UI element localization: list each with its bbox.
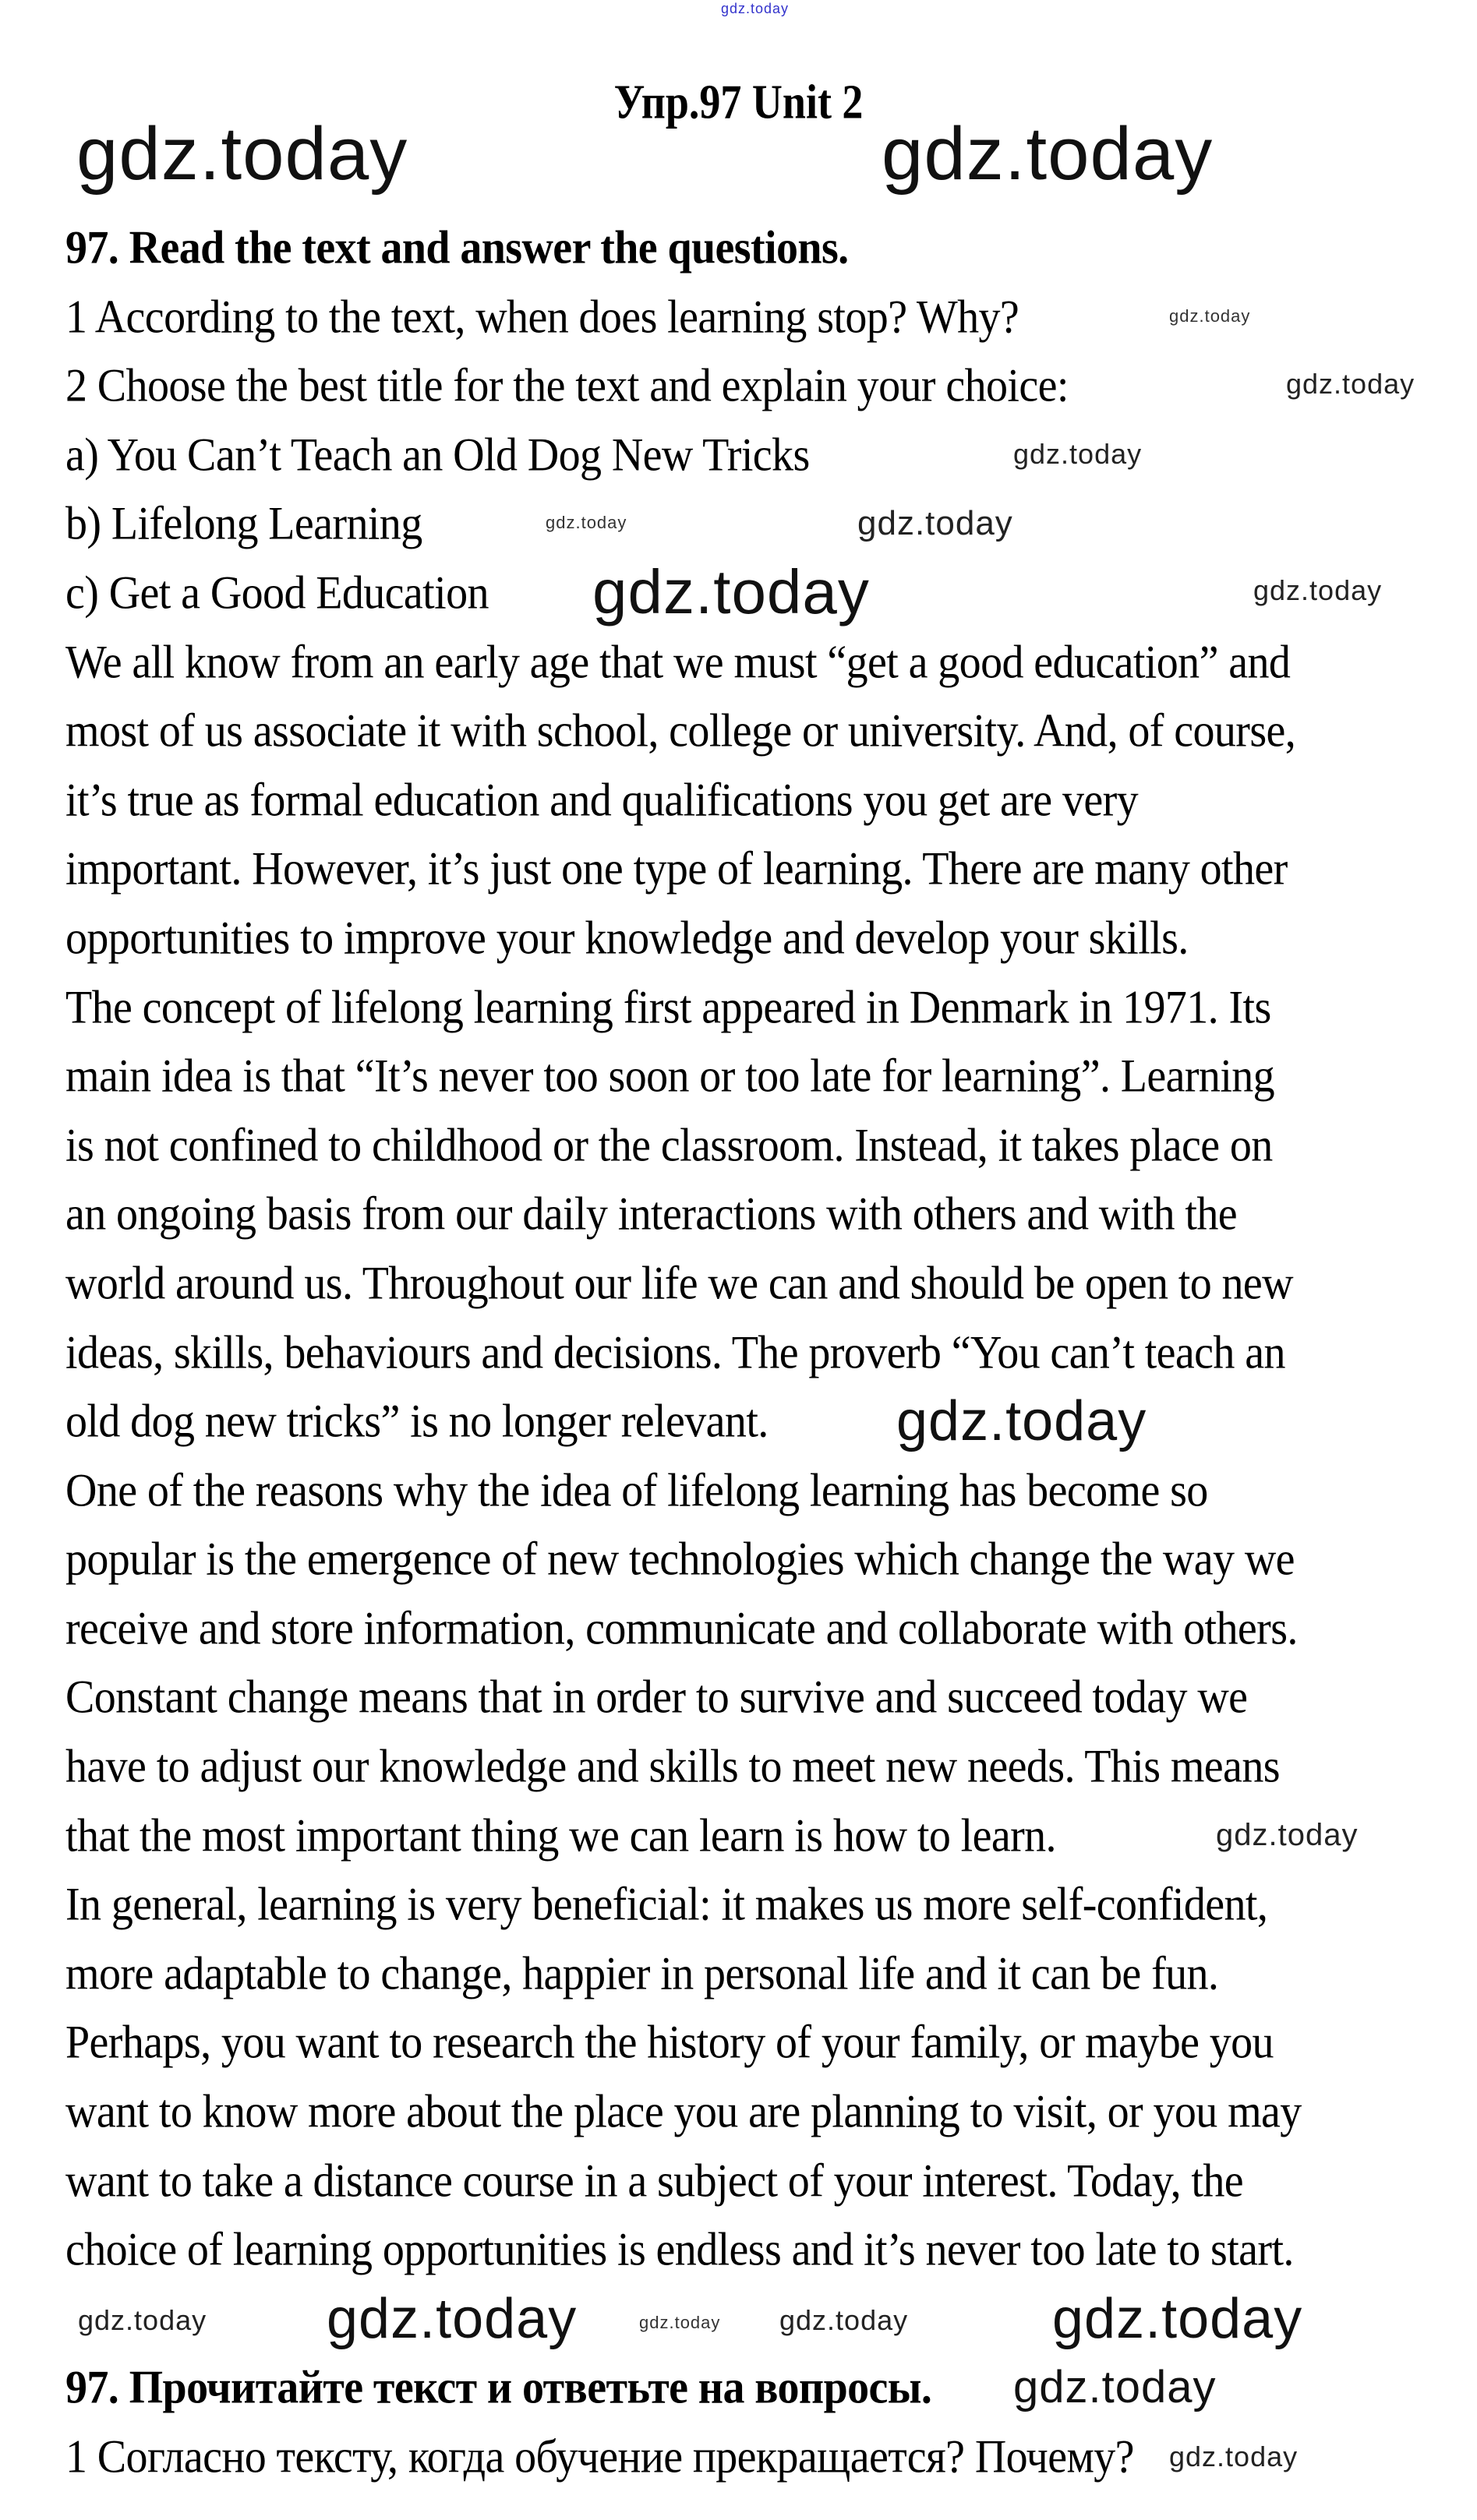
watermark: gdz.today [1169, 306, 1251, 326]
text-line: In general, learning is very beneficial: it makes us more self-confident, [65, 1878, 1268, 1931]
watermark: gdz.today [1169, 2441, 1299, 2472]
question-2: 2 Choose the best title for the text and explain your choice: [65, 359, 1069, 412]
text-line: One of the reasons why the idea of lifelong learning has become so [65, 1464, 1208, 1517]
watermark: gdz.today [1216, 1818, 1359, 1852]
text-line: want to take a distance course in a subject of your interest. Today, the [65, 2155, 1244, 2208]
watermark: gdz.today [779, 2304, 909, 2336]
watermark-top: gdz.today [721, 1, 790, 16]
watermark: gdz.today [546, 513, 627, 532]
text-line: that the most important thing we can learn is how to learn. [65, 1809, 1056, 1862]
text-line: have to adjust our knowledge and skills to meet new needs. This means [65, 1740, 1280, 1793]
watermark: gdz.today [592, 557, 870, 626]
watermark: gdz.today [1253, 574, 1383, 606]
text-line: Constant change means that in order to survive and succeed today we [65, 1671, 1248, 1724]
russian-question-1: 1 Согласно тексту, когда обучение прекращается? Почему? [65, 2430, 1134, 2483]
text-line: Perhaps, you want to research the history of your family, or maybe you [65, 2016, 1274, 2069]
watermark: gdz.today [327, 2288, 578, 2350]
watermark: gdz.today [857, 504, 1013, 542]
watermark: gdz.today [1013, 438, 1143, 470]
text-line: old dog new tricks” is no longer relevant. [65, 1395, 769, 1448]
text-line: is not confined to childhood or the classroom. Instead, it takes place on [65, 1119, 1273, 1172]
text-line: world around us. Throughout our life we can and should be open to new [65, 1257, 1293, 1310]
text-line: opportunities to improve your knowledge and develop your skills. [65, 912, 1189, 965]
watermark: gdz.today [1052, 2288, 1303, 2350]
text-line: popular is the emergence of new technologies which change the way we [65, 1533, 1295, 1586]
exercise-content [65, 214, 1461, 2492]
text-line: most of us associate it with school, college or university. And, of course, [65, 704, 1296, 757]
text-line: want to know more about the place you are planning to visit, or you may [65, 2085, 1302, 2138]
text-line: ideas, skills, behaviours and decisions. The proverb “You can’t teach an [65, 1325, 1285, 1378]
watermark: gdz.today [882, 112, 1214, 196]
question-1: 1 According to the text, when does learning stop? Why? [65, 291, 1019, 344]
russian-heading: 97. Прочитайте текст и ответьте на вопросы. [65, 2361, 932, 2414]
watermark: gdz.today [76, 112, 408, 196]
text-line: The concept of lifelong learning first appeared in Denmark in 1971. Its [65, 981, 1271, 1033]
text-line: more adaptable to change, happier in personal life and it can be fun. [65, 1947, 1219, 2000]
text-line: choice of learning opportunities is endless and it’s never too late to start. [65, 2223, 1294, 2276]
option-a: a) You Can’t Teach an Old Dog New Tricks [65, 429, 810, 482]
watermark: gdz.today [896, 1390, 1147, 1452]
text-line: an ongoing basis from our daily interactions with others and with the [65, 1188, 1237, 1241]
option-c: c) Get a Good Education [65, 566, 489, 619]
page-title: Упр.97 Unit 2 [613, 75, 864, 129]
text-line: receive and store information, communicate and collaborate with others. [65, 1602, 1298, 1655]
english-heading: 97. Read the text and answer the questions. [65, 221, 849, 274]
option-b: b) Lifelong Learning [65, 497, 422, 550]
text-line: it’s true as formal education and qualifications you get are very [65, 774, 1139, 827]
text-line: We all know from an early age that we must “get a good education” and [65, 636, 1291, 689]
watermark: gdz.today [1286, 368, 1415, 400]
watermark: gdz.today [78, 2304, 207, 2336]
watermark: gdz.today [639, 2313, 721, 2332]
watermark: gdz.today [1013, 2362, 1217, 2412]
text-line: important. However, it’s just one type of learning. There are many other [65, 842, 1288, 895]
text-line: main idea is that “It’s never too soon or too late for learning”. Learning [65, 1050, 1275, 1103]
